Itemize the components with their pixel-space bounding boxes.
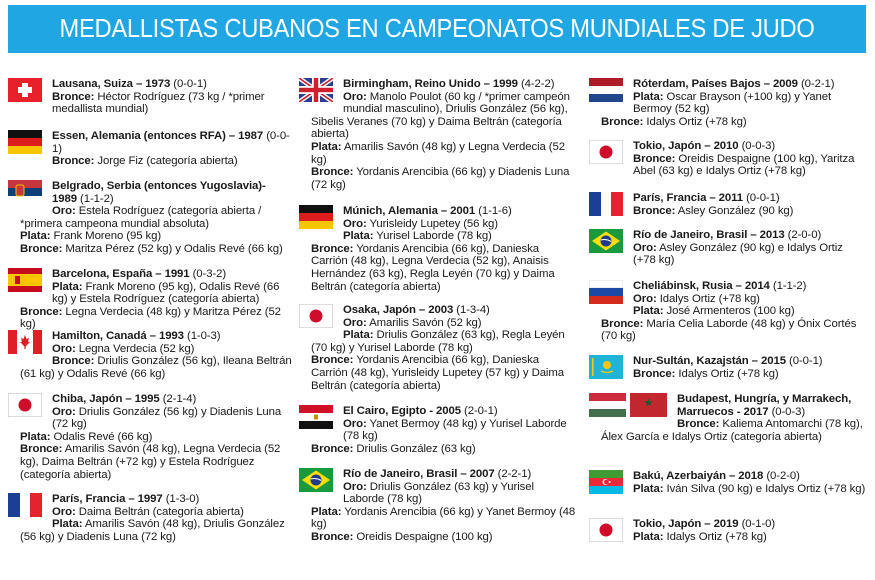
medalists-text: Oreidis Despaigne (100 kg), Yaritza Abel (63 kg) e Idalys Ortiz (+78 kg) [633,152,855,178]
medal-record: (0-2-1) [800,78,835,90]
russia-flag [589,280,623,304]
medal-line [589,153,866,178]
championship-entry [589,229,866,267]
germany-flag [8,130,42,154]
medal-record: (0-3-2) [192,268,227,280]
championship-title [299,205,576,218]
medal-line [589,368,866,381]
championship-entry [589,355,866,381]
medal-record: (1-1-2) [772,280,807,292]
medal-type-label: Bronce: [52,90,95,103]
medal-line [8,205,293,230]
medal-line [299,418,576,443]
spain-flag [8,268,42,292]
united-kingdom-flag [299,78,333,102]
host-city-year: Budapest, Hungría, y Marrakech, Marruecos - 2017 [677,393,852,418]
medal-line [8,155,293,168]
medal-type-label: Oro: [633,292,657,305]
medalists-text: Yurisleidy Lupetey (56 kg) [369,217,498,230]
championship-entry [299,468,576,544]
host-city-year: Osaka, Japón – 2003 [343,304,454,316]
medal-type-label: Bronce: [52,155,95,168]
medalists-text: Legna Verdecia (52 kg) [78,342,195,355]
championship-title [8,493,293,506]
medalists-text: Amarilis Savón (48 kg) y Legna Verdecia (52 kg) [311,140,565,166]
championship-title [299,78,576,91]
championship-title [589,280,866,293]
medal-type-label: Plata: [633,90,664,103]
medalists-text: Daima Beltrán (categoría abierta) [78,505,244,518]
medal-line [589,293,866,306]
medalists-text: Héctor Rodríguez (73 kg / *primer medallista mundial) [52,90,265,116]
host-city-year: Tokio, Japón – 2010 [633,140,739,152]
medal-type-label: Plata: [311,505,342,518]
medalists-text: Asley González (90 kg) [677,204,794,217]
medal-record: (0-0-1) [746,192,780,204]
championship-entry [8,330,293,380]
championship-title [589,78,866,91]
medal-type-label: Plata: [52,518,83,531]
championship-entry [8,130,293,168]
host-city-year: Cheliábinsk, Rusia – 2014 [633,280,770,292]
medalists-text: Oreidis Despaigne (100 kg) [356,530,493,543]
medal-type-label: Plata: [20,230,51,243]
medal-type-label: Bronce: [601,115,644,128]
host-city-year: Róterdam, Países Bajos – 2009 [633,78,798,90]
medal-line [299,317,576,330]
medalists-text: Odalis Revé (66 kg) [53,430,153,443]
canada-flag [8,330,42,354]
medal-line [8,281,293,306]
medalists-text: Yurisel Laborde (78 kg) [376,230,492,243]
medal-type-label: Oro: [52,205,76,218]
medal-line [589,318,866,343]
medal-record: (0-2-0) [766,470,800,482]
hungary-flag [589,393,626,417]
medalists-text: Frank Moreno (95 kg), Odalis Revé (66 kg) y Estela Rodríguez (categoría abierta) [52,280,280,306]
egypt-flag [299,405,333,429]
medal-record: (2-2-1) [497,468,532,480]
medal-line [299,166,576,191]
medal-type-label: Bronce: [311,442,354,455]
medal-line [589,418,866,443]
championship-entry [299,304,576,392]
medal-line [299,91,576,141]
medalists-text: Estela Rodríguez (categoría abierta / *primera campeona mundial absoluta) [20,205,262,230]
medalists-text: Yordanis Arencibia (66 kg), Danieska Carrión (48 kg), Legna Verdecia (52 kg), Anaisis Hernández (63 kg), Regla Leyén (70 kg) y Daima Beltrán (categoría abierta) [311,242,555,293]
medal-line [589,531,866,544]
medal-type-label: Oro: [52,405,76,418]
medalists-text: Amarilis Savón (48 kg), Driulis González (56 kg) y Diadenis Luna (72 kg) [20,518,285,543]
medal-line [299,243,576,293]
medal-type-label: Oro: [52,505,76,518]
championship-entry [8,268,293,331]
medal-type-label: Bronce: [311,166,354,179]
championship-entry [589,140,866,178]
medal-type-label: Bronce: [20,443,63,456]
championship-title [299,468,576,481]
host-city-year: Essen, Alemania (entonces RFA) – 1987 [52,130,264,142]
championship-entry [589,192,866,218]
medal-record: (0-0-1) [173,78,207,90]
medal-line [589,242,866,267]
championship-entry [589,78,866,128]
championship-entry [8,493,293,543]
netherlands-flag [589,78,623,102]
medal-type-label: Bronce: [311,242,354,255]
championship-entry [589,518,866,544]
medal-line [8,518,293,543]
medal-record: (2-1-4) [162,393,197,405]
medal-type-label: Bronce: [633,152,676,165]
medal-line [8,443,293,481]
championship-title [589,192,866,205]
medalists-text: Jorge Fiz (categoría abierta) [97,155,238,168]
medalists-text: Legna Verdecia (48 kg) y Maritza Pérez (52 kg) [20,305,281,331]
host-city-year: Nur-Sultán, Kazajstán – 2015 [633,355,786,367]
medal-type-label: Plata: [633,305,664,318]
medalists-text: Iván Silva (90 kg) e Idalys Ortiz (+78 kg) [666,482,866,495]
medal-type-label: Plata: [20,430,51,443]
championship-title [8,78,293,91]
medal-line [299,329,576,354]
championship-title [8,393,293,406]
medalists-text: Manolo Poulot (60 kg / *primer campeón mundial masculino), Driulis González (56 kg), Sibelis Veranes (70 kg) y Daima Beltrán (categoría abierta) [311,90,570,141]
medal-record: (0-0-1) [789,355,823,367]
host-city-year: Bakú, Azerbaiyán – 2018 [633,470,764,482]
host-city-year: Río de Janeiro, Brasil – 2007 [343,468,495,480]
morocco-flag [630,393,667,417]
championship-entry [589,393,866,443]
medal-type-label: Plata: [633,482,664,495]
medal-record: (0-1-0) [741,518,776,530]
medalists-text: Driulis González (56 kg), Ileana Beltrán (61 kg) y Odalis Revé (66 kg) [20,355,292,380]
medal-line [8,343,293,356]
medalists-text: Frank Moreno (95 kg) [53,230,162,243]
medalists-text: Driulis González (63 kg), Regla Leyén (70 kg) y Yurisel Laborde (78 kg) [311,329,565,354]
host-city-year: Múnich, Alemania – 2001 [343,205,476,217]
medalists-text: Idalys Ortiz (+78 kg) [678,367,779,380]
medal-record: (2-0-0) [787,229,822,241]
medal-line [299,443,576,456]
medal-type-label: Bronce: [633,367,676,380]
medalists-text: Oscar Brayson (+100 kg) y Yanet Bermoy (52 kg) [633,90,832,116]
kazakhstan-flag [589,355,623,379]
medal-type-label: Plata: [311,140,342,153]
serbia-flag [8,180,42,204]
championship-title [8,268,293,281]
medal-line [8,355,293,380]
medal-line [8,243,293,256]
japan-flag [589,140,623,164]
host-city-year: Río de Janeiro, Brasil – 2013 [633,229,785,241]
championship-title [589,229,866,242]
switzerland-flag [8,78,42,102]
championship-title [589,518,866,531]
medalists-text: Amarilis Savón (48 kg), Legna Verdecia (52 kg), Daima Beltrán (+72 kg) y Estela Rodríguez (categoría abierta) [20,443,281,481]
medalists-text: Kaliema Antomarchi (78 kg), Álex García e Idalys Ortiz (categoría abierta) [601,418,863,443]
championship-title [8,130,293,155]
medal-line [589,205,866,218]
medal-line [299,354,576,392]
medal-line [589,91,866,116]
page-title: MEDALLISTAS CUBANOS EN CAMPEONATOS MUNDIALES DE JUDO [59,15,815,43]
medalists-text: María Celia Laborde (48 kg) y Ónix Cortés (70 kg) [601,317,857,343]
medal-type-label: Plata: [343,230,374,243]
medal-type-label: Bronce: [52,355,95,368]
championship-entry [589,280,866,343]
medal-type-label: Oro: [633,241,657,254]
host-city-year: El Cairo, Egipto - 2005 [343,405,461,417]
championship-title [8,330,293,343]
medalists-text: Yordanis Arencibia (66 kg) y Diadenis Luna (72 kg) [311,166,570,191]
medal-type-label: Oro: [343,217,367,230]
medal-line [299,506,576,531]
medal-type-label: Bronce: [601,317,644,330]
medalists-text: Amarilis Savón (52 kg) [369,316,482,329]
medal-type-label: Oro: [343,417,367,430]
host-city-year: París, Francia – 2011 [633,192,743,204]
medal-record: (1-1-2) [80,192,114,205]
france-flag [589,192,623,216]
medal-line [589,305,866,318]
medal-type-label: Oro: [343,316,367,329]
host-city-year: Barcelona, España – 1991 [52,268,190,280]
medal-record: (1-3-0) [165,493,200,505]
championship-title [299,405,576,418]
medal-type-label: Oro: [52,342,76,355]
medalists-text: Driulis González (56 kg) y Diadenis Luna (72 kg) [52,405,282,431]
medal-line [299,141,576,166]
championship-title [589,140,866,153]
japan-flag [299,304,333,328]
medal-record: (1-0-3) [187,330,221,342]
championship-title [589,470,866,483]
medal-record: (0-0-1) [52,130,290,155]
brazil-flag [589,229,623,253]
medalists-text: Idalys Ortiz (+78 kg) [659,292,760,305]
championship-title [8,180,293,205]
medal-line [299,531,576,544]
host-city-year: Belgrado, Serbia (entonces Yugoslavia)- 1989 [52,180,266,205]
medal-line [299,481,576,506]
medalists-text: Yordanis Arencibia (66 kg), Danieska Carrión (48 kg), Yurisleidy Lupetey (57 kg) y Daima Beltrán (categoría abierta) [311,354,564,392]
medal-line [8,406,293,431]
championship-entry [299,78,576,191]
medalists-text: Driulis González (63 kg) y Yurisel Laborde (78 kg) [343,480,534,506]
medal-line [8,306,293,331]
host-city-year: Tokio, Japón – 2019 [633,518,739,530]
medalists-text: Driulis González (63 kg) [356,442,476,455]
championship-title [299,304,576,317]
medal-record: (4-2-2) [520,78,555,90]
championship-entry [299,405,576,455]
medal-record: (0-0-3) [771,405,806,418]
medal-line [299,218,576,231]
medalists-text: Idalys Ortiz (+78 kg) [666,530,767,543]
host-city-year: Lausana, Suiza – 1973 [52,78,171,90]
host-city-year: Chiba, Japón – 1995 [52,393,160,405]
championship-entry [8,78,293,116]
championship-entry [589,470,866,496]
france-flag [8,493,42,517]
medal-type-label: Bronce: [311,354,354,367]
medal-record: (1-1-6) [478,205,512,217]
medal-line [589,116,866,129]
germany-flag [299,205,333,229]
medal-record: (2-0-1) [464,405,498,417]
japan-flag [589,518,623,542]
medal-line [8,431,293,444]
medal-type-label: Plata: [52,280,83,293]
medal-type-label: Plata: [343,329,374,342]
medalists-text: Yanet Bermoy (48 kg) y Yurisel Laborde (78 kg) [343,417,567,443]
medal-type-label: Plata: [633,530,664,543]
medal-type-label: Bronce: [20,242,63,255]
medalists-text: José Armenteros (100 kg) [666,305,795,318]
medal-line [8,506,293,519]
title-banner [8,5,866,53]
championship-entry [299,205,576,293]
medal-record: (1-3-4) [456,304,490,316]
medalists-text: Asley González (90 kg) e Idalys Ortiz (+78 kg) [633,241,843,267]
medal-line [8,91,293,116]
medal-type-label: Bronce: [677,418,720,431]
medal-line [8,230,293,243]
japan-flag [8,393,42,417]
host-city-year: Hamilton, Canadá – 1993 [52,330,184,342]
medal-line [299,230,576,243]
host-city-year: Birmingham, Reino Unido – 1999 [343,78,518,90]
championship-entry [8,393,293,481]
medal-type-label: Bronce: [311,530,354,543]
medalists-text: Yordanis Arencibia (66 kg) y Yanet Bermoy (48 kg) [311,505,576,531]
medal-type-label: Bronce: [633,204,676,217]
medal-type-label: Oro: [343,480,367,493]
medal-type-label: Oro: [343,90,367,103]
medal-line [589,483,866,496]
host-city-year: París, Francia – 1997 [52,493,163,505]
championship-entry [8,180,293,256]
medal-record: (0-0-3) [741,140,776,152]
championship-title [589,355,866,368]
azerbaijan-flag [589,470,623,494]
hungary-morocco-flags [589,393,667,417]
brazil-flag [299,468,333,492]
medalists-text: Maritza Pérez (52 kg) y Odalis Revé (66 kg) [65,242,283,255]
medalists-text: Idalys Ortiz (+78 kg) [646,115,747,128]
medal-type-label: Bronce: [20,305,63,318]
